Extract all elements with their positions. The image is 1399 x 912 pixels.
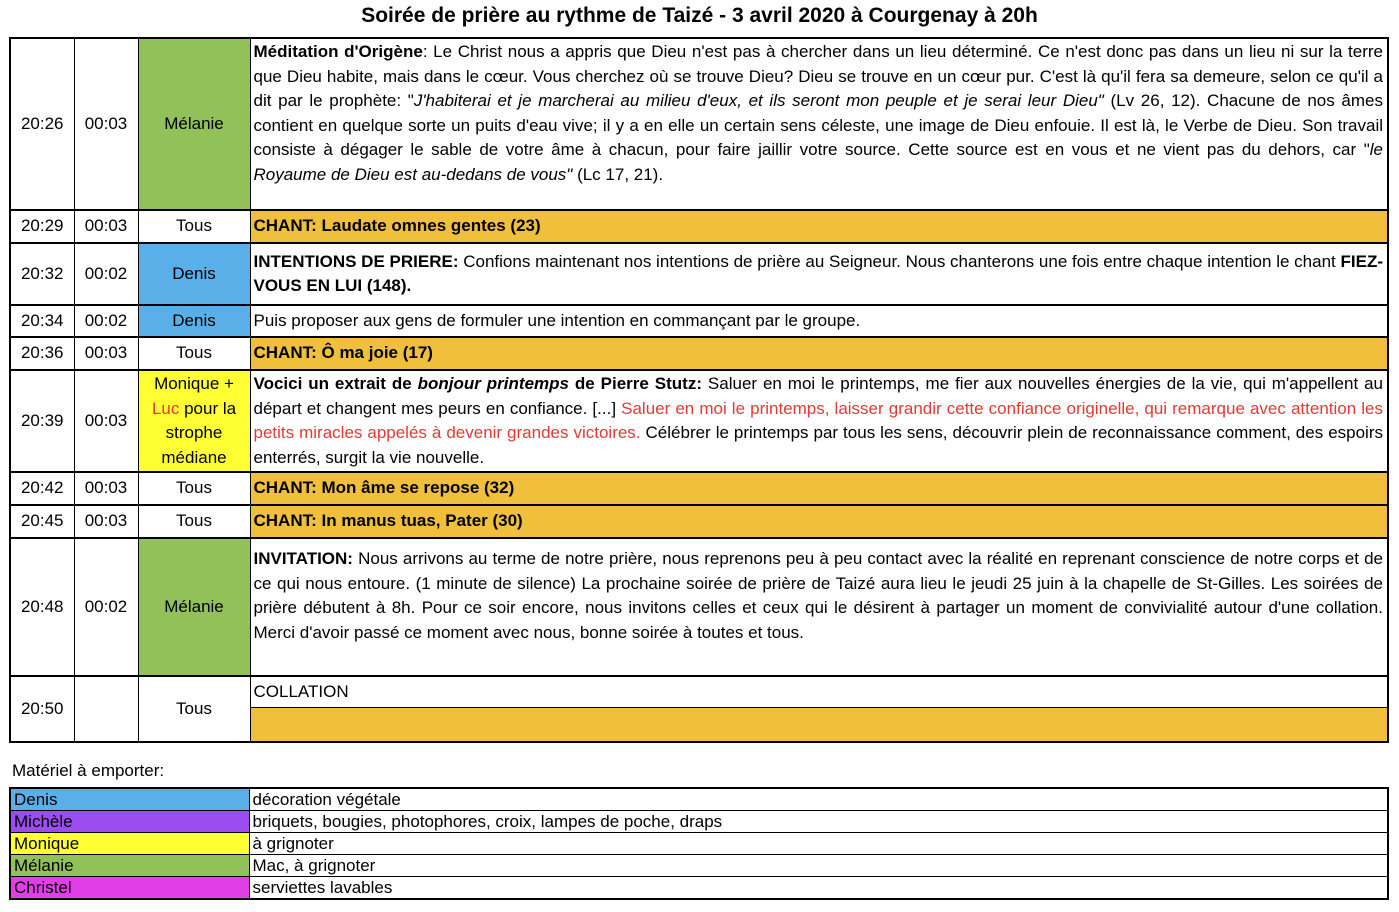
person-name: Luc (151, 398, 180, 418)
time-cell: 20:42 (10, 472, 74, 505)
chant-cell (250, 708, 1388, 742)
content-cell (250, 370, 1388, 472)
materials-label: Matériel à emporter: (12, 761, 165, 780)
table-row (10, 833, 1388, 855)
content-cell (250, 243, 1388, 305)
content-text: Nous arrivons au terme de notre prière, nous reprenons peu à peu contact avec la réalité en reprenant conscience de notre corps et de ce qui nous entoure. (1 minute de silence) (253, 549, 1383, 593)
table-row (10, 855, 1388, 877)
person-cell: Monique (10, 833, 249, 855)
chant-cell: CHANT: Mon âme se repose (32) (250, 472, 1388, 505)
item-cell: décoration végétale (249, 788, 1388, 811)
content-text: (Lc 17, 21). (572, 164, 664, 184)
song-reference: FIEZ-VOUS EN LUI (148). (253, 251, 1383, 295)
duration-cell: 00:03 (74, 210, 138, 243)
page-title: Soirée de prière au rythme de Taizé - 3 avril 2020 à Courgenay à 20h (361, 4, 1038, 27)
person-cell: Denis (138, 305, 250, 337)
person-cell: Mélanie (10, 855, 249, 877)
quote-text: J'habiterai et je marcherai au milieu d'eux, et ils seront mon peuple et je serai leur Dieu" (413, 91, 1104, 110)
time-cell: 20:29 (10, 210, 74, 243)
quote-text: le Royaume de Dieu est au-dedans de vous" (253, 140, 1383, 184)
item-cell: à grignoter (249, 833, 1388, 855)
person-cell: Tous (138, 676, 250, 742)
person-name: Monique + (154, 374, 234, 393)
table-row (10, 370, 1388, 472)
content-text: Saluer en moi le printemps, me fier aux nouvelles énergies de la vie, qui m'appellent au départ et changent mes peurs en confiance. [...] (253, 374, 1384, 418)
materials-table (9, 787, 1389, 900)
duration-cell: 00:03 (74, 38, 138, 210)
book-title: bonjour printemps (417, 374, 569, 393)
content-text: (Lv 26, 12). Chacune de nos âmes contient en quelque sorte un puits d'eau vive; il y a en elle un certain sens céleste, une image de Dieu enfouie. Il est là, le Verbe de Dieu. Son travail consiste à dégager le sable de votre âme à chacun, pour faire jaillir votre source. Cette source est en vous et ne vient pas du dehors, car " (253, 91, 1383, 159)
table-row (10, 210, 1388, 243)
item-cell: Mac, à grignoter (249, 855, 1388, 877)
content-cell (250, 538, 1388, 676)
chant-cell: CHANT: Ô ma joie (17) (250, 337, 1388, 370)
duration-cell: 00:03 (74, 337, 138, 370)
table-row (10, 538, 1388, 676)
content-text: Confions maintenant nos intentions de prière au Seigneur. Nous chanterons une fois entre chaque intention le chant (458, 251, 1341, 271)
chant-cell: CHANT: Laudate omnes gentes (23) (250, 210, 1388, 243)
person-cell: Mélanie (138, 538, 250, 676)
time-cell: 20:26 (10, 38, 74, 210)
duration-cell: 00:02 (74, 538, 138, 676)
time-cell: 20:48 (10, 538, 74, 676)
section-heading: INTENTIONS DE PRIERE: (253, 251, 459, 271)
table-row (10, 305, 1388, 337)
duration-cell: 00:02 (74, 305, 138, 337)
duration-cell: 00:03 (74, 505, 138, 538)
table-row (10, 243, 1388, 305)
time-cell: 20:32 (10, 243, 74, 305)
person-cell: Tous (138, 210, 250, 243)
duration-cell: 00:03 (74, 370, 138, 472)
content-cell (250, 38, 1388, 210)
table-row (10, 811, 1388, 833)
time-cell: 20:36 (10, 337, 74, 370)
table-row (10, 337, 1388, 370)
section-heading: de Pierre Stutz: (568, 374, 702, 393)
duration-cell (74, 676, 138, 742)
duration-cell: 00:03 (74, 472, 138, 505)
content-text: La prochaine soirée de prière de Taizé aura lieu le jeudi 25 juin à la chapelle de St-Gilles. Les soirées de prière débutent à 8h. Pour ce soir encore, nous invitons celles et ceux qui le désirent à partager un moment de convivialité autour d'une collation. Merci d'avoir passé ce moment avec nous, bonne soirée à toutes et tous. (253, 573, 1383, 642)
highlighted-text: Saluer en moi le printemps, laisser grandir cette confiance originelle, qui remarque avec attention les petits miracles appelés à devenir grandes victoires. (253, 398, 1383, 442)
person-role: pour la strophe médiane (161, 398, 237, 467)
table-row (10, 788, 1388, 811)
person-cell: Tous (138, 337, 250, 370)
time-cell: 20:39 (10, 370, 74, 472)
table-row (10, 505, 1388, 538)
person-cell: Denis (138, 243, 250, 305)
person-cell (138, 370, 250, 472)
person-cell: Mélanie (138, 38, 250, 210)
content-cell: Puis proposer aux gens de formuler une intention en commançant par le groupe. (250, 305, 1388, 337)
schedule-table (9, 37, 1389, 743)
table-row (10, 472, 1388, 505)
table-row (10, 676, 1388, 708)
content-text: Célébrer le printemps par tous les sens, découvrir plein de reconnaissance comment, des espoirs enterrés, surgit la vie nouvelle. (253, 423, 1383, 467)
section-heading: INVITATION: (253, 549, 353, 568)
section-heading: Vocici un extrait de (253, 374, 418, 393)
person-cell: Tous (138, 472, 250, 505)
duration-cell: 00:02 (74, 243, 138, 305)
content-text: : Le Christ nous a appris que Dieu n'est pas à chercher dans un lieu déterminé. Ce n'est donc pas dans un lieu ni sur la terre que Dieu habite, mais dans le cœur. Vous cherchez où se trouve Dieu? Dieu se trouve en un cœur pur. C'est là qu'il fera sa demeure, selon ce qu'il a dit par le prophète: " (253, 42, 1383, 110)
table-row (10, 877, 1388, 900)
section-heading: Méditation d'Origène (253, 42, 423, 61)
time-cell: 20:45 (10, 505, 74, 538)
chant-cell: CHANT: In manus tuas, Pater (30) (250, 505, 1388, 538)
time-cell: 20:34 (10, 305, 74, 337)
person-cell: Denis (10, 788, 249, 811)
person-cell: Tous (138, 505, 250, 538)
item-cell: briquets, bougies, photophores, croix, lampes de poche, draps (249, 811, 1388, 833)
content-cell: COLLATION (250, 676, 1388, 708)
person-cell: Michèle (10, 811, 249, 833)
table-row (10, 38, 1388, 210)
item-cell: serviettes lavables (249, 877, 1388, 900)
time-cell: 20:50 (10, 676, 74, 742)
person-cell: Christel (10, 877, 249, 900)
